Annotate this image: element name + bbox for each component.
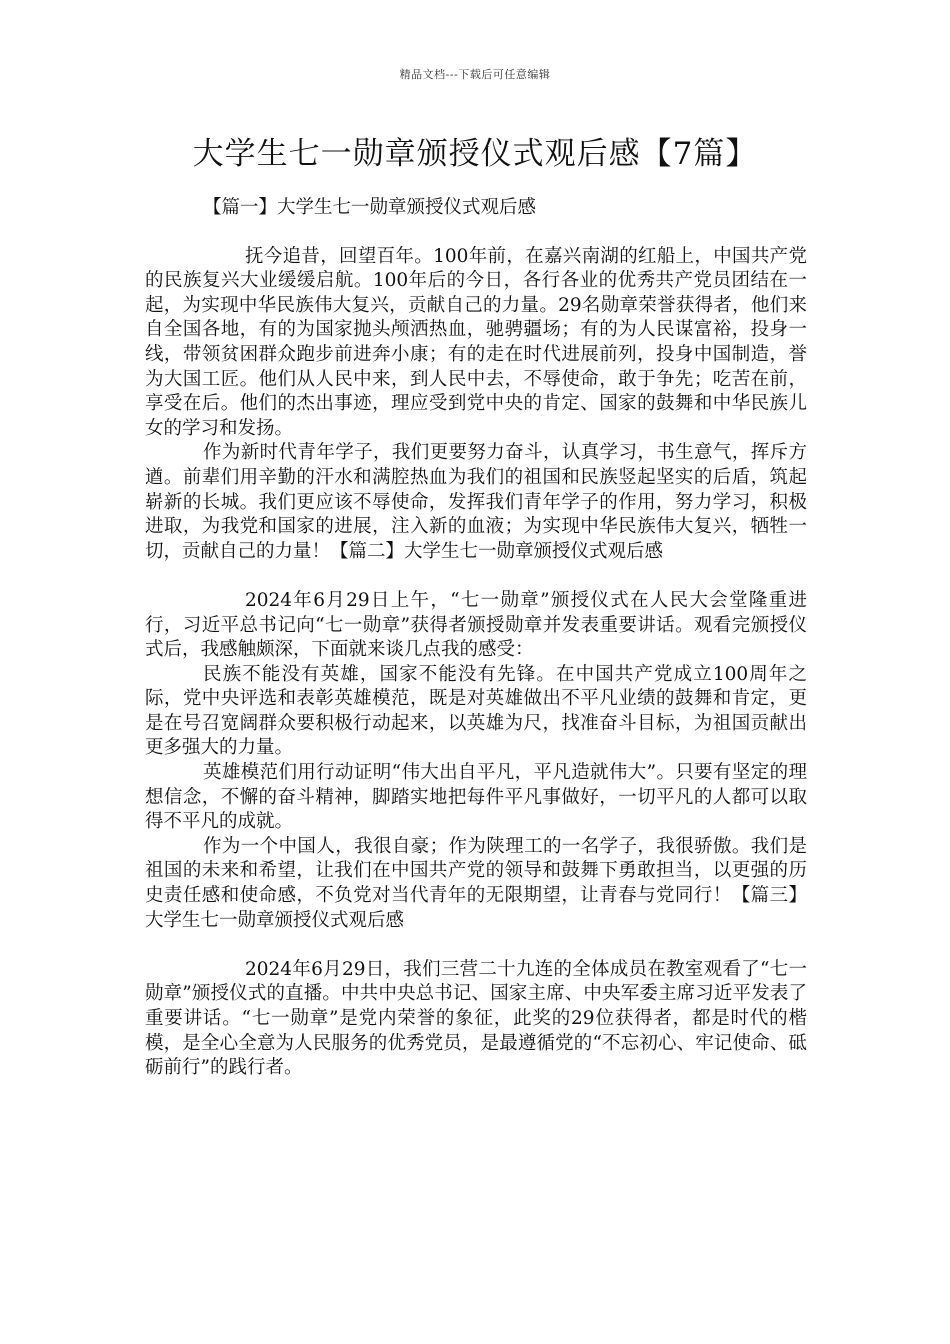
section2-paragraph-4-text: 作为一个中国人，我很自豪；作为陕理工的一名学子，我很骄傲。我们是祖国的未来和希望，让我们在中国共产党的领导和鼓舞下勇敢担当，以更强的历史责任感和使命感，不负党对当代青年的无限期望，让青春与党同行！: [145, 835, 807, 907]
section2-paragraph-2: 民族不能没有英雄，国家不能没有先锋。在中国共产党成立100周年之际，党中央评选和表彰英雄模范，既是对英雄做出不平凡业绩的鼓舞和肯定，更是在号召宽阔群众要积极行动起来，以英雄为尺，找准奋斗目标，为祖国贡献出更多强大的力量。: [145, 663, 807, 759]
section1-paragraph-2: [145, 441, 807, 564]
paragraph-gap: [145, 933, 807, 958]
section2-paragraph-3: 英雄模范们用行动证明“伟大出自平凡，平凡造就伟大”。只要有坚定的理想信念，不懈的奋斗精神，脚踏实地把每件平凡事做好，一切平凡的人都可以取得不平凡的成就。: [145, 762, 807, 833]
section3-paragraph-1: 2024年6月29日，我们三营二十九连的全体成员在教室观看了“七一勋章”颁授仪式的直播。中共中央总书记、国家主席、中央军委主席习近平发表了重要讲话。“七一勋章”是党内荣誉的象征，此奖的29位获得者，都是时代的楷模，是全心全意为人民服务的优秀党员，是最遵循党的“不忘初心、牢记使命、砥砺前行”的践行者。: [145, 958, 807, 1079]
section-heading-3: 【篇三】大学生七一勋章颁授仪式观后感: [145, 885, 807, 931]
section1-paragraph-2-text: 作为新时代青年学子，我们更要努力奋斗，认真学习，书生意气，挥斥方遒。前辈们用辛勤的汗水和满腔热血为我们的祖国和民族竖起坚实的后盾，筑起崭新的长城。我们更应该不辱使命，发挥我们青年学子的作用，努力学习，积极进取，为我党和国家的进展，注入新的血液；为实现中华民族伟大复兴，牺牲一切，贡献自己的力量！: [145, 442, 807, 562]
section1-paragraph-1: 抚今追昔，回望百年。100年前，在嘉兴南湖的红船上，中国共产党的民族复兴大业缓缓启航。100年后的今日，各行各业的优秀共产党员团结在一起，为实现中华民族伟大复兴，贡献自己的力量。29名勋章荣誉获得者，他们来自全国各地，有的为国家抛头颅洒热血，驰骋疆场；有的为人民谋富裕，投身一线，带领贫困群众跑步前进奔小康；有的走在时代进展前列，投身中国制造，誉为大国工匠。他们从人民中来，到人民中去，不辱使命，敢于争先；吃苦在前，享受在后。他们的杰出事迹，理应受到党中央的肯定、国家的鼓舞和中华民族儿女的学习和发扬。: [145, 245, 807, 439]
section-heading-1: 【篇一】大学生七一勋章颁授仪式观后感: [203, 197, 537, 218]
section2-paragraph-1: 2024年6月29日上午，“七一勋章”颁授仪式在人民大会堂隆重进行，习近平总书记向“七一勋章”获得者颁授勋章并发表重要讲话。观看完颁授仪式后，我感触颇深，下面就来谈几点我的感受：: [145, 589, 807, 661]
section-heading-2: 【篇二】大学生七一勋章颁授仪式观后感: [330, 540, 664, 562]
header-note: 精品文档---下载后可任意编辑: [399, 68, 551, 81]
document-body: [145, 196, 807, 1081]
document-title: 大学生七一勋章颁授仪式观后感【7篇】: [192, 136, 758, 172]
section2-paragraph-4: [145, 835, 807, 933]
paragraph-gap: [145, 564, 807, 589]
